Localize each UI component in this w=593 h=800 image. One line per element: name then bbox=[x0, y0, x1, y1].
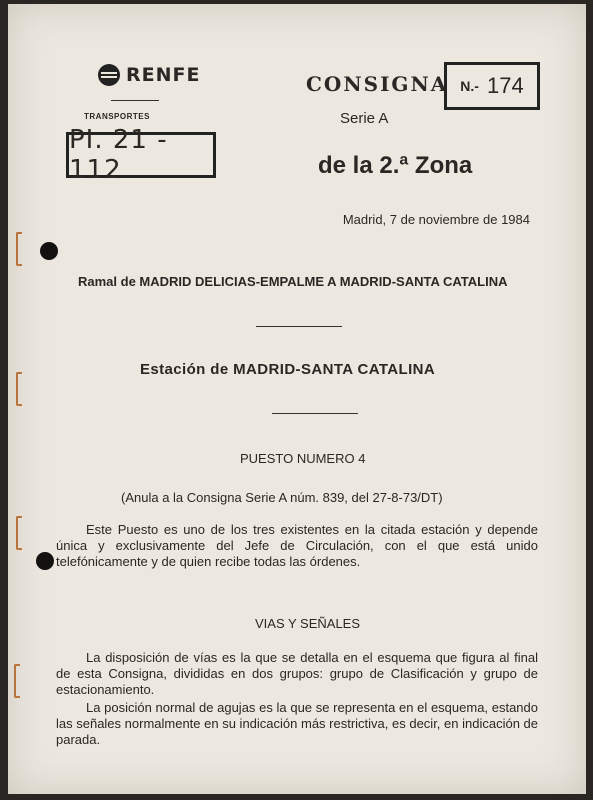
logo-text: RENFE bbox=[126, 64, 201, 86]
renfe-logo bbox=[98, 64, 200, 86]
reference-box bbox=[66, 125, 216, 185]
staple-mark bbox=[14, 664, 20, 698]
paragraph-vias: La disposición de vías es la que se detalla en el esquema que figura al final de esta Consigna, divididas en dos grupos: grupo de Clasificación y grupo de estacionamiento. bbox=[56, 650, 538, 697]
series-label: Serie A bbox=[340, 110, 389, 127]
intro-paragraph: Este Puesto es uno de los tres existentes en la citada estación y depende única y exclusivamente del Jefe de Circulación, con el que está unido telefónicamente y de quien recibe todas las órdenes. bbox=[56, 522, 538, 569]
doc-type-title: CONSIGNA bbox=[306, 72, 449, 96]
ramal-line: Ramal de MADRID DELICIAS-EMPALME A MADRID-SANTA CATALINA bbox=[78, 274, 508, 289]
staple-mark bbox=[16, 232, 22, 266]
staple-mark bbox=[16, 516, 22, 550]
number-prefix: N.- bbox=[460, 78, 479, 94]
paragraph-agujas: La posición normal de agujas es la que se representa en el esquema, estando las señales normalmente en su indicación más restrictiva, es decir, en indicación de parada. bbox=[56, 700, 538, 747]
document-page bbox=[8, 4, 586, 794]
renfe-logo-icon bbox=[98, 64, 120, 86]
document-date: Madrid, 7 de noviembre de 1984 bbox=[342, 212, 530, 227]
divider bbox=[256, 326, 342, 327]
zone-title: de la 2.ª Zona bbox=[318, 152, 473, 179]
divider bbox=[272, 413, 358, 414]
department-label: TRANSPORTES bbox=[84, 112, 150, 121]
consigna-number: 174 bbox=[486, 73, 524, 98]
punch-hole bbox=[36, 552, 54, 570]
reference-code: PI. 21 - 112 bbox=[69, 125, 168, 185]
staple-mark bbox=[16, 372, 22, 406]
punch-hole bbox=[40, 242, 58, 260]
station-title: Estación de MADRID-SANTA CATALINA bbox=[140, 361, 436, 378]
section-heading: VIAS Y SEÑALES bbox=[255, 616, 361, 631]
divider bbox=[111, 100, 159, 101]
number-box bbox=[444, 62, 540, 110]
puesto-heading: PUESTO NUMERO 4 bbox=[240, 451, 366, 466]
annulment-note: (Anula a la Consigna Serie A núm. 839, del 27-8-73/DT) bbox=[121, 490, 443, 505]
